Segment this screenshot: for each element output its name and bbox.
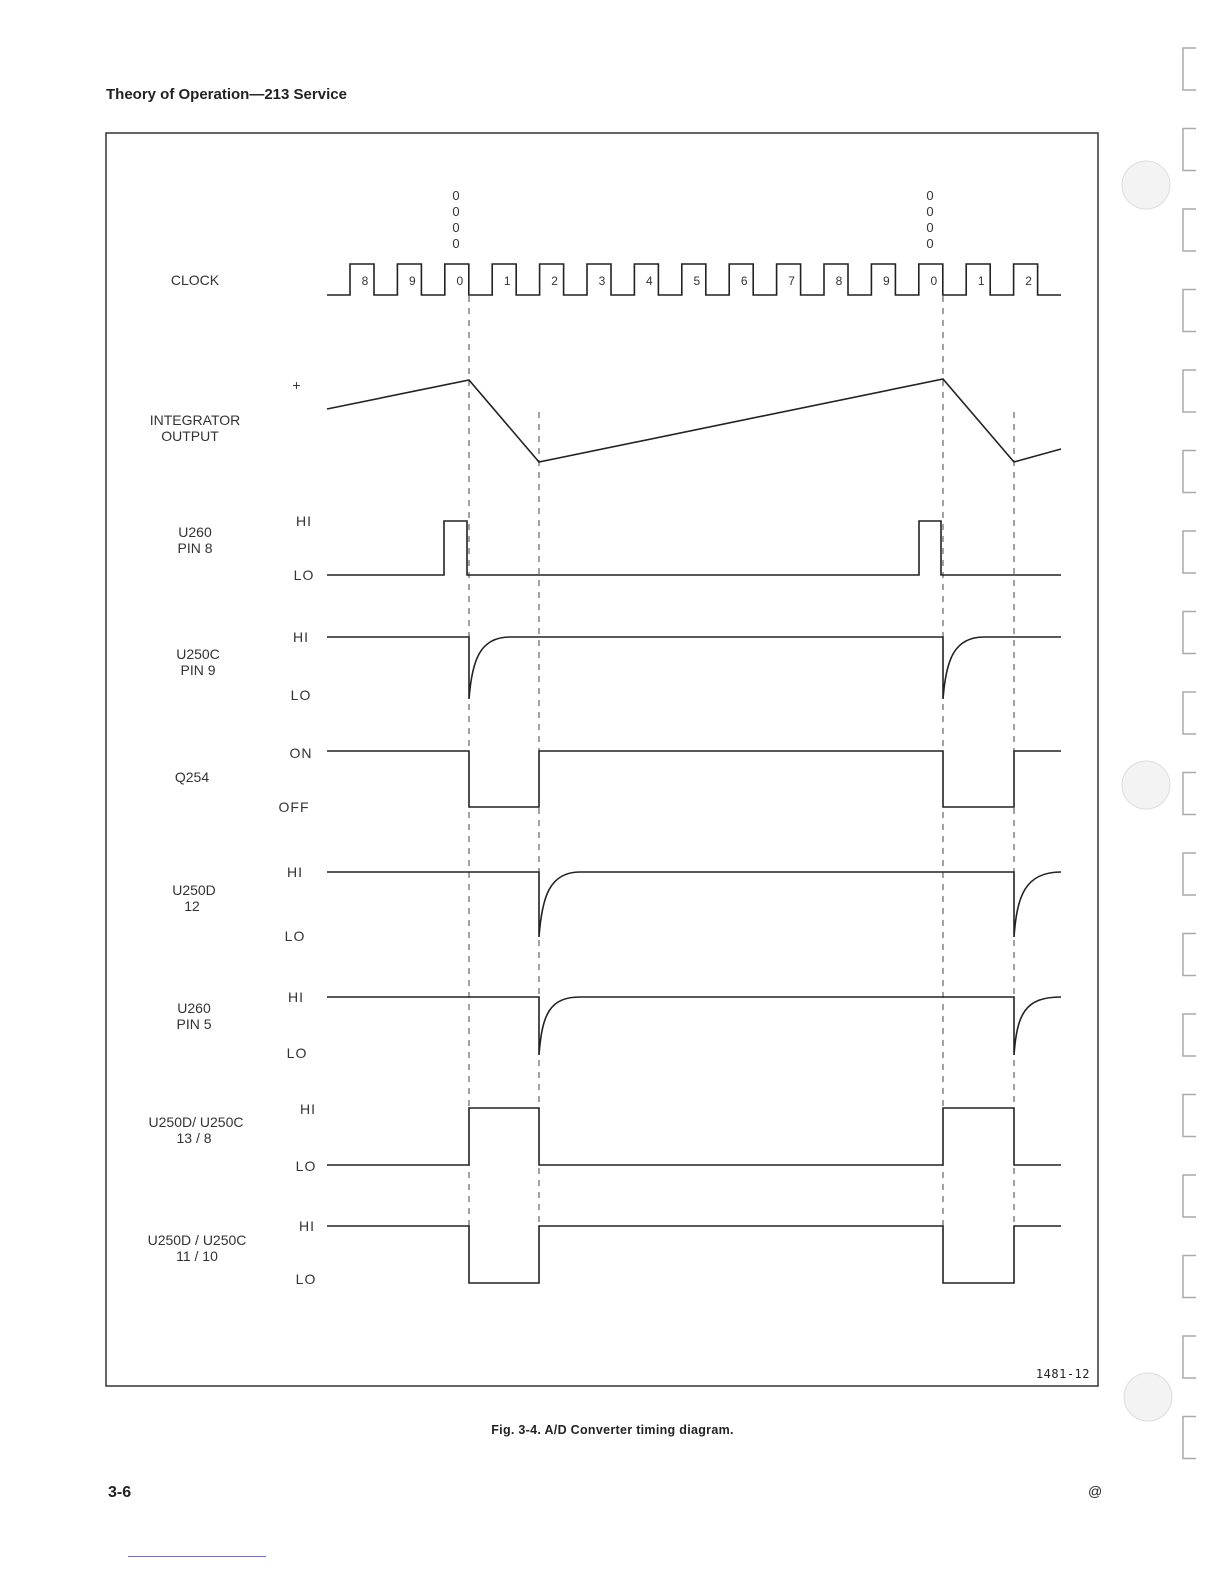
u260-pin5-label-line1: U260 <box>177 1000 211 1016</box>
u260-pin8-label-line2: PIN 8 <box>177 540 213 556</box>
level-plus: + <box>292 377 302 393</box>
index-tab <box>1183 531 1196 573</box>
level-hi: HI <box>299 1218 315 1234</box>
zero-marker: 0 <box>926 220 934 235</box>
clock-cycle-label: 1 <box>977 274 985 288</box>
clock-label: CLOCK <box>170 272 220 288</box>
clock-cycle-label: 9 <box>883 274 890 288</box>
level-lo: LO <box>295 1158 317 1174</box>
running-header: Theory of Operation—213 Service <box>106 86 347 103</box>
u250c-pin9-label-line1: U250C <box>176 646 220 662</box>
clock-cycle-label: 0 <box>930 274 938 288</box>
binder-edge <box>1122 161 1172 1421</box>
index-tab-strip <box>1183 48 1196 1459</box>
binder-hole-icon <box>1122 161 1170 209</box>
index-tab <box>1183 1336 1196 1378</box>
index-tab <box>1183 48 1196 90</box>
index-tab <box>1183 451 1196 493</box>
clock-cycle-label: 9 <box>409 274 416 288</box>
u250d11-u250c10-label-line1: U250D / U250C <box>147 1232 247 1248</box>
u260-pin5-waveform <box>327 997 1061 1055</box>
zero-marker: 0 <box>452 188 460 203</box>
integrator-label-line2: OUTPUT <box>161 428 219 444</box>
zero-marker: 0 <box>926 204 934 219</box>
level-on: ON <box>289 745 313 761</box>
index-tab <box>1183 1256 1196 1298</box>
level-hi: HI <box>293 629 309 645</box>
binder-hole-icon <box>1124 1373 1172 1421</box>
zero-marker-right <box>926 188 933 251</box>
zero-marker: 0 <box>926 236 934 251</box>
level-lo: LO <box>295 1271 317 1287</box>
u260-pin8-waveform <box>327 521 1061 575</box>
zero-marker-left <box>452 188 459 251</box>
u250d13-u250c8-label-line2: 13 / 8 <box>176 1130 212 1146</box>
integrator-label-line1: INTEGRATOR <box>149 412 241 428</box>
index-tab <box>1183 1095 1196 1137</box>
u250d13-u250c8-label-line1: U250D/ U250C <box>148 1114 244 1130</box>
clock-cycle-label: 1 <box>503 274 511 288</box>
timing-guides <box>469 296 1014 1240</box>
q254-waveform <box>327 751 1061 807</box>
index-tab <box>1183 773 1196 815</box>
clock-cycle-label: 0 <box>456 274 464 288</box>
level-lo: LO <box>290 687 312 703</box>
level-hi: HI <box>300 1101 316 1117</box>
level-off: OFF <box>278 799 310 815</box>
index-tab <box>1183 612 1196 654</box>
u250d-12-label-line1: U250D <box>172 882 216 898</box>
clock-cycle-label: 7 <box>788 274 795 288</box>
figure-caption: Fig. 3-4. A/D Converter timing diagram. <box>491 1423 734 1437</box>
clock-cycle-label: 2 <box>1025 274 1032 288</box>
index-tab <box>1183 1014 1196 1056</box>
u250d13-u250c8-waveform <box>327 1108 1061 1165</box>
level-hi: HI <box>287 864 303 880</box>
u260-pin8-label-line1: U260 <box>178 524 212 540</box>
level-hi: HI <box>288 989 304 1005</box>
integrator-output-waveform <box>327 379 1061 462</box>
copyright-mark: @ <box>1088 1483 1103 1499</box>
level-lo: LO <box>284 928 306 944</box>
u260-pin5-label-line2: PIN 5 <box>176 1016 212 1032</box>
clock-cycle-label: 8 <box>835 274 843 288</box>
zero-marker: 0 <box>926 188 934 203</box>
u250c-pin9-label-line2: PIN 9 <box>180 662 216 678</box>
q254-label: Q254 <box>174 769 210 785</box>
index-tab <box>1183 370 1196 412</box>
clock-cycle-label: 4 <box>646 274 653 288</box>
index-tab <box>1183 129 1196 171</box>
zero-marker: 0 <box>452 220 460 235</box>
figure-frame <box>106 133 1098 1386</box>
clock-cycle-labels <box>362 274 1033 288</box>
u250d11-u250c10-waveform <box>327 1226 1061 1283</box>
clock-cycle-label: 5 <box>693 274 701 288</box>
index-tab <box>1183 853 1196 895</box>
u250d-12-label-line2: 12 <box>184 898 200 914</box>
zero-marker: 0 <box>452 236 460 251</box>
clock-cycle-label: 8 <box>361 274 369 288</box>
u250d11-u250c10-label-line2: 11 / 10 <box>176 1248 218 1264</box>
figure-number: 1481-12 <box>1035 1367 1090 1381</box>
clock-cycle-label: 2 <box>551 274 558 288</box>
level-lo: LO <box>293 567 315 583</box>
index-tab <box>1183 692 1196 734</box>
index-tab <box>1183 934 1196 976</box>
level-hi: HI <box>296 513 312 529</box>
u250d-12-waveform <box>327 872 1061 937</box>
level-lo: LO <box>286 1045 308 1061</box>
u250c-pin9-waveform <box>327 637 1061 699</box>
clock-cycle-label: 6 <box>740 274 748 288</box>
zero-marker: 0 <box>452 204 460 219</box>
index-tab <box>1183 1175 1196 1217</box>
index-tab <box>1183 290 1196 332</box>
page-number: 3-6 <box>108 1484 132 1501</box>
footer-rule <box>128 1556 266 1557</box>
binder-hole-icon <box>1122 761 1170 809</box>
index-tab <box>1183 209 1196 251</box>
clock-cycle-label: 3 <box>598 274 606 288</box>
